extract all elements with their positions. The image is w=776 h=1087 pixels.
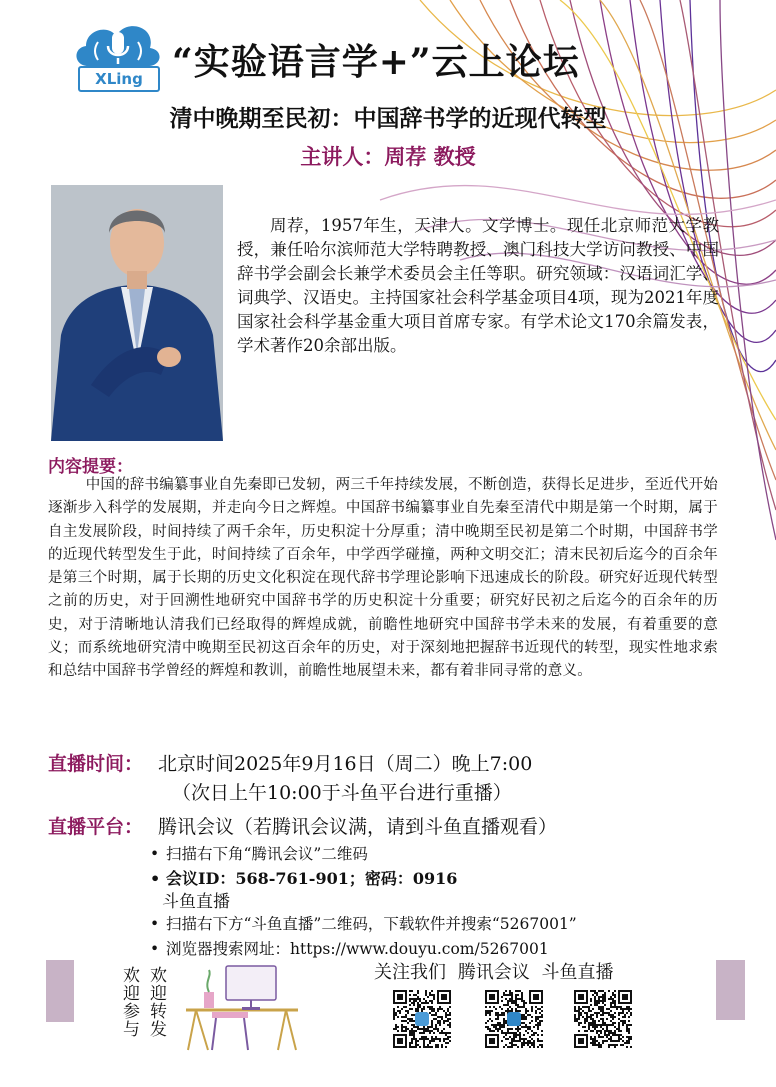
tencent-meeting-qr-code[interactable] — [485, 990, 543, 1048]
welcome-participate: 欢迎参与 — [119, 966, 139, 1038]
speaker-portrait-illustration — [51, 185, 223, 441]
forum-title: “实验语言学+”云上论坛 — [172, 41, 580, 83]
follow-heading: 关注我们 腾讯会议 斗鱼直播 — [374, 962, 614, 983]
bullet-icon: • — [150, 915, 160, 933]
list-item — [150, 866, 457, 889]
bullet-icon: • — [150, 940, 160, 958]
broadcast-time: 北京时间2025年9月16日（周二）晚上7:00 — [158, 753, 533, 775]
speaker-line: 主讲人：周荐 教授 — [300, 144, 476, 169]
speaker-photo — [51, 185, 223, 441]
lecture-title: 清中晚期至民初：中国辞书学的近现代转型 — [169, 105, 607, 132]
replay-note: （次日上午10:00于斗鱼平台进行重播） — [172, 782, 512, 804]
desk-illustration-icon — [182, 962, 302, 1052]
summary-heading: 内容提要： — [48, 457, 133, 477]
forum-logo — [68, 14, 166, 96]
douyu-url[interactable]: 浏览器搜索网址：https://www.douyu.com/5267001 — [166, 940, 549, 958]
list-item — [150, 937, 549, 959]
welcome-share: 欢迎转发 — [146, 966, 166, 1038]
summary-text: 中国的辞书编纂事业自先秦即已发轫，两三千年持续发展，不断创造，获得长足进步，至近代开始逐渐步入科学的发展期，并走向今日之辉煌。中国辞书编纂事业自先秦至清代中期是第一个时期，属于自主发展阶段，时间持续了两千余年，历史积淀十分厚重；清中晚期至民初是第二个时期，中国辞书学的近现代转型发生于此，时间持续了百余年，中学西学碰撞，两种文明交汇；清末民初后迄今的百余年是第三个时期，属于长期的历史文化积淀在现代辞书学理论影响下迅速成长的阶段。研究好近现代转型之前的历史，对于回溯性地研究中国辞书学的历史积淀十分重要；研究好民初之后迄今的百余年的历史，对于清晰地认清我们已经取得的辉煌成就，前瞻性地研究中国辞书学未来的发展，有着重要的意义；而系统地研究清中晚期至民初这百余年的历史，对于深刻地把握辞书近现代的转型，现实性地求索和总结中国辞书学曾经的辉煌和教训，前瞻性地展望未来，都有着非同寻常的意义。 — [48, 477, 718, 680]
bullet-text: 扫描右下方“斗鱼直播”二维码，下载软件并搜索“5267001” — [166, 915, 577, 933]
logo-wordmark: XLing — [78, 66, 160, 92]
douyu-heading: 斗鱼直播 — [162, 892, 230, 912]
douyu-qr-code[interactable] — [574, 990, 632, 1048]
platform-text: 腾讯会议（若腾讯会议满，请到斗鱼直播观看） — [158, 816, 558, 838]
bullet-icon: • — [150, 845, 160, 863]
bullet-text: 扫描右下角“腾讯会议”二维码 — [166, 845, 368, 863]
footer-bar-left — [46, 960, 74, 1022]
list-item — [150, 912, 577, 934]
footer-bar-right — [716, 960, 745, 1020]
broadcast-time-label: 直播时间： — [48, 753, 144, 775]
speaker-bio: 周荐，1957年生，天津人。文学博士。现任北京师范大学教授，兼任哈尔滨师范大学特聘教授、澳门科技大学访问教授、中国辞书学会副会长兼学术委员会主任等职。研究领域：汉语词汇学、词典学、汉语史。主持国家社会科学基金项目4项，现为2021年度国家社会科学基金重大项目首席专家。有学术论文170余篇发表，学术著作20余部出版。 — [237, 216, 719, 355]
wechat-qr-code[interactable] — [393, 990, 451, 1048]
cloud-microphone-icon — [68, 14, 166, 74]
bullet-icon: • — [150, 869, 161, 888]
list-item — [150, 842, 368, 864]
platform-label: 直播平台： — [48, 816, 144, 838]
meeting-id-text: 会议ID：568-761-901；密码：0916 — [166, 869, 458, 888]
